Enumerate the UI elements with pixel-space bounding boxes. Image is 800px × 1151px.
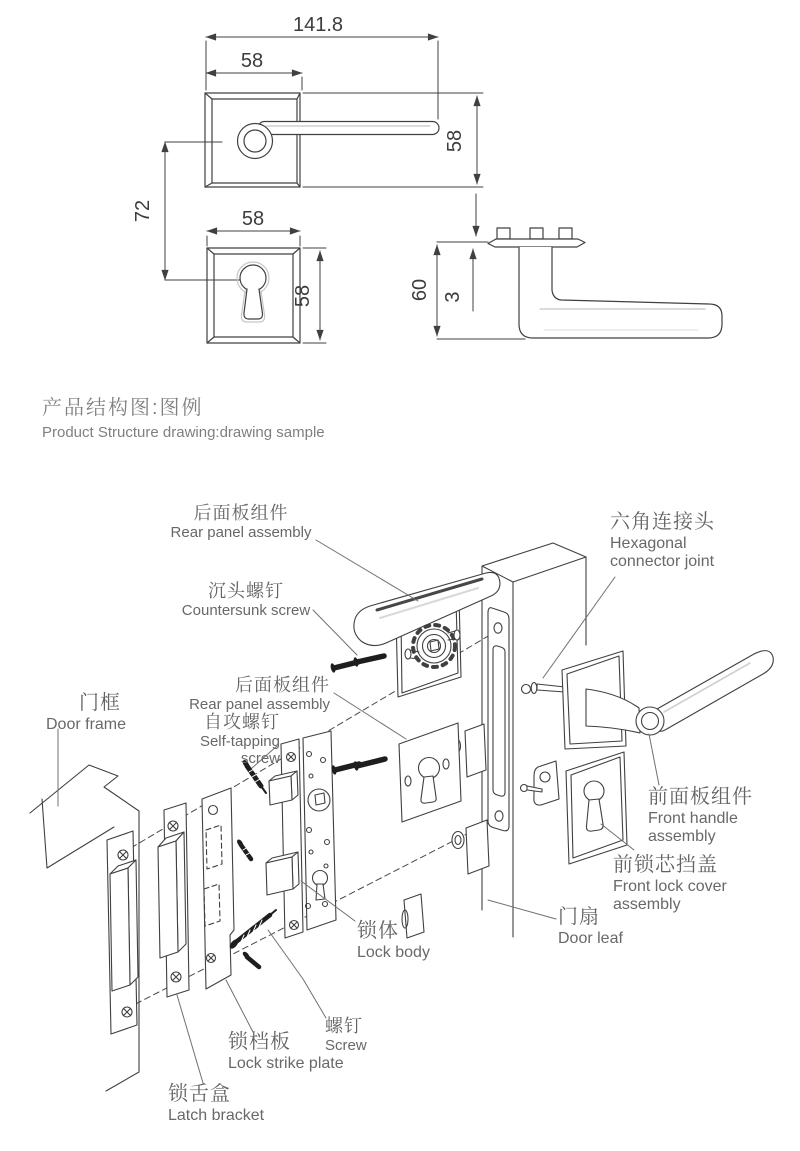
label-door-frame xyxy=(46,692,166,734)
section-title xyxy=(42,391,325,441)
label-self-tapping-screw-zh: 自攻螺钉 xyxy=(204,712,280,732)
front-handle-shape xyxy=(562,651,773,749)
label-lock-strike-plate-zh: 锁档板 xyxy=(228,1031,291,1053)
label-front-lock-cover-en: Front lock cover assembly xyxy=(613,878,727,914)
label-door-leaf-en: Door leaf xyxy=(558,930,623,948)
label-rear-panel-assembly-1 xyxy=(168,503,314,542)
hex-connector-pin-shape xyxy=(522,683,566,694)
label-latch-bracket-en: Latch bracket xyxy=(168,1107,265,1125)
label-front-lock-cover-zh: 前锁芯挡盖 xyxy=(613,854,718,876)
label-lock-strike-plate-en: Lock strike plate xyxy=(228,1055,344,1073)
label-door-frame-zh: 门框 xyxy=(79,692,121,714)
dim-escutcheon-width: 58 xyxy=(241,208,265,230)
label-self-tapping-screw-en: Self-tapping screw xyxy=(199,733,280,767)
label-rear-panel-1-en: Rear panel assembly xyxy=(170,524,312,542)
label-hex-connector-zh: 六角连接头 xyxy=(610,511,715,533)
dim-rose-width: 58 xyxy=(240,50,264,72)
rear-handle-shape xyxy=(354,572,500,697)
label-self-tapping-screw xyxy=(158,712,280,768)
section-title-en: Product Structure drawing:drawing sample xyxy=(42,424,325,441)
label-hex-connector xyxy=(610,511,750,571)
handle-front-view-drawing xyxy=(165,37,483,280)
strike-plate-shape xyxy=(202,788,234,989)
dimension-values xyxy=(132,14,466,307)
label-rear-panel-1-zh: 后面板组件 xyxy=(193,503,289,523)
countersunk-screws-icon xyxy=(330,656,384,673)
label-rear-panel-2-zh: 后面板组件 xyxy=(235,675,330,695)
dim-centre-to-centre: 72 xyxy=(132,199,154,223)
front-lock-cover-shape xyxy=(521,752,628,864)
label-door-leaf-zh: 门扇 xyxy=(558,906,600,928)
label-lock-strike-plate xyxy=(228,1031,388,1073)
fixing-screws-icon xyxy=(228,910,276,967)
label-front-handle-assembly xyxy=(648,786,793,846)
section-title-zh: 产品结构图:图例 xyxy=(42,397,204,419)
dim-plate-thickness: 3 xyxy=(442,291,464,303)
label-lock-body xyxy=(357,920,467,962)
label-countersunk-screw xyxy=(178,581,314,620)
dim-overall-length: 141.8 xyxy=(292,14,344,36)
label-screw-en: Screw xyxy=(325,1037,367,1055)
machine-screws-icon xyxy=(331,759,385,775)
rear-escutcheon-shape xyxy=(399,723,461,822)
label-front-handle-en: Front handle assembly xyxy=(648,810,738,846)
dim-escutcheon-height: 58 xyxy=(292,284,314,308)
label-lock-body-en: Lock body xyxy=(357,944,430,962)
label-hex-connector-en: Hexagonal connector joint xyxy=(610,535,715,571)
self-tapping-screws-icon xyxy=(236,759,266,859)
frame-bracket-shape xyxy=(107,831,138,1034)
label-rear-panel-assembly-2 xyxy=(186,675,330,714)
label-screw-zh: 螺钉 xyxy=(325,1016,363,1036)
label-countersunk-screw-zh: 沉头螺钉 xyxy=(208,581,284,601)
label-countersunk-screw-en: Countersunk screw xyxy=(181,602,311,620)
label-lock-body-zh: 锁体 xyxy=(357,920,399,942)
label-door-leaf xyxy=(558,906,668,948)
label-latch-bracket xyxy=(168,1083,308,1125)
dim-rose-height: 58 xyxy=(444,129,466,153)
label-latch-bracket-zh: 锁舌盒 xyxy=(168,1083,231,1105)
label-door-frame-en: Door frame xyxy=(46,716,127,734)
dim-projection-height: 60 xyxy=(409,278,431,302)
label-front-handle-zh: 前面板组件 xyxy=(648,786,753,808)
label-rear-panel-2-en: Rear panel assembly xyxy=(189,696,330,714)
latch-bracket-shape xyxy=(158,803,189,997)
handle-side-view-drawing xyxy=(437,194,722,339)
